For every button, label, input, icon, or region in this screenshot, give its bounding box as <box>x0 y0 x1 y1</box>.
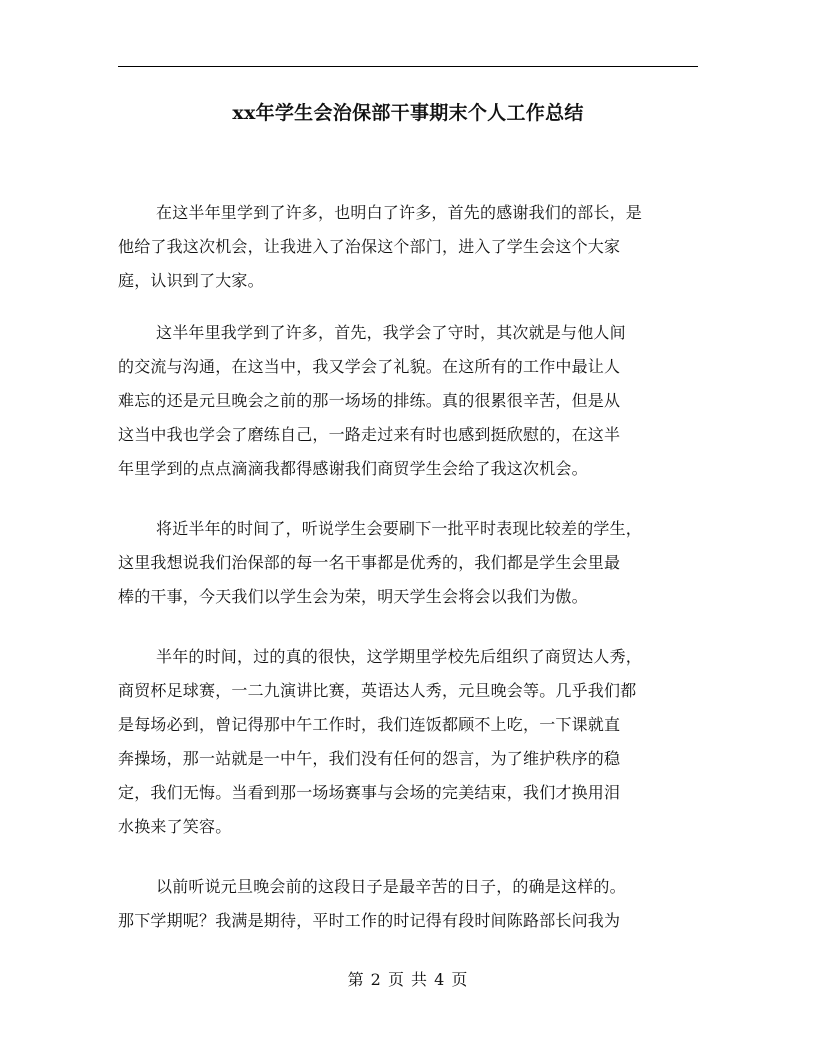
paragraph-line: 的交流与沟通，在这当中，我又学会了礼貌。在这所有的工作中最让人 <box>118 357 621 376</box>
document-title: xx年学生会治保部干事期末个人工作总结 <box>232 102 584 124</box>
paragraph-5 <box>118 870 700 938</box>
paragraph-2 <box>118 316 700 486</box>
paragraph-3 <box>118 512 700 614</box>
paragraph-line: 水换来了笑容。 <box>118 817 232 836</box>
paragraph-line: 是每场必到，曾记得那中午工作时，我们连饭都顾不上吃，一下课就直 <box>118 715 621 734</box>
paragraph-line: 这里我想说我们治保部的每一名干事都是优秀的，我们都是学生会里最 <box>118 553 621 572</box>
paragraph-4 <box>118 640 700 844</box>
paragraph-line: 他给了我这次机会，让我进入了治保这个部门，进入了学生会这个大家 <box>118 237 621 256</box>
header-rule <box>118 66 698 67</box>
paragraph-line: 那下学期呢？我满是期待，平时工作的时记得有段时间陈路部长问我为 <box>118 911 621 930</box>
paragraph-line: 以前听说元旦晚会前的这段日子是最辛苦的日子，的确是这样的。 <box>156 877 626 896</box>
paragraph-line: 这半年里我学到了许多，首先，我学会了守时，其次就是与他人间 <box>156 323 626 342</box>
paragraph-line: 半年的时间，过的真的很快，这学期里学校先后组织了商贸达人秀， <box>156 647 643 666</box>
paragraph-line: 难忘的还是元旦晚会之前的那一场场的排练。真的很累很辛苦，但是从 <box>118 391 621 410</box>
paragraph-line: 棒的干事，今天我们以学生会为荣，明天学生会将会以我们为傲。 <box>118 587 588 606</box>
paragraph-line: 将近半年的时间了，听说学生会要刷下一批平时表现比较差的学生， <box>156 519 643 538</box>
paragraph-1 <box>118 196 700 298</box>
paragraph-line: 商贸杯足球赛，一二九演讲比赛，英语达人秀，元旦晚会等。几乎我们都 <box>118 681 637 700</box>
paragraph-line: 在这半年里学到了许多，也明白了许多，首先的感谢我们的部长，是 <box>156 203 643 222</box>
paragraph-line: 年里学到的点点滴滴我都得感谢我们商贸学生会给了我这次机会。 <box>118 459 588 478</box>
paragraph-line: 这当中我也学会了磨练自己，一路走过来有时也感到挺欣慰的，在这半 <box>118 425 621 444</box>
paragraph-line: 庭，认识到了大家。 <box>118 271 264 290</box>
paragraph-line: 定，我们无悔。当看到那一场场赛事与会场的完美结束，我们才换用泪 <box>118 783 621 802</box>
page-number-footer: 第 2 页 共 4 页 <box>347 970 469 989</box>
paragraph-line: 奔操场，那一站就是一中午，我们没有任何的怨言，为了维护秩序的稳 <box>118 749 621 768</box>
